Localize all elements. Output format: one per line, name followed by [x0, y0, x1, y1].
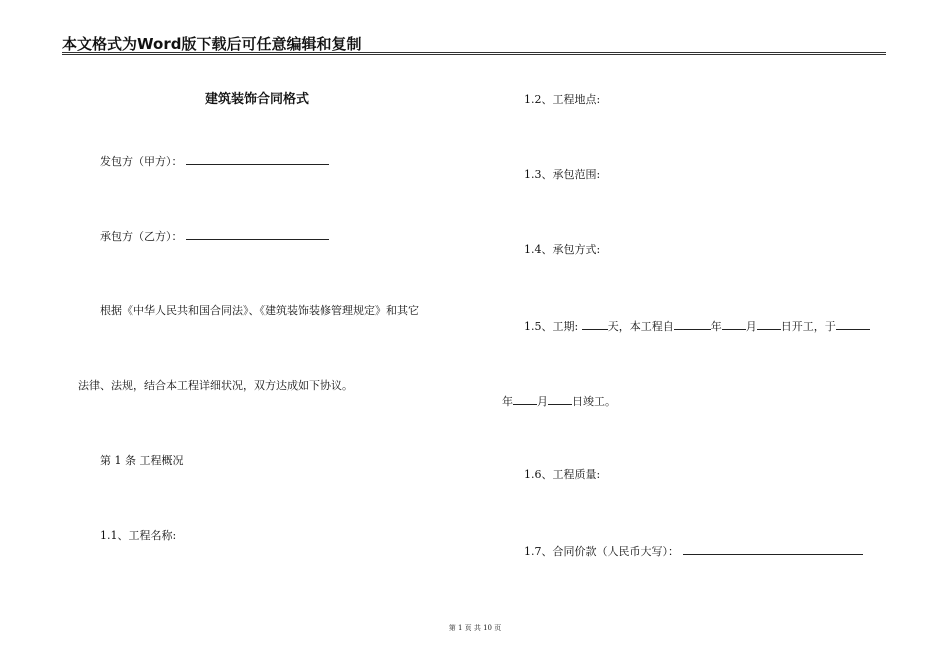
start-day-blank — [757, 318, 781, 330]
item-1-6: 1.6、工程质量: — [524, 468, 601, 481]
item-1-5-text-b: 天，本工程自 — [607, 320, 674, 333]
end-year-label: 年 — [502, 395, 513, 408]
end-day-label: 日竣工。 — [572, 395, 616, 408]
item-1-7-label: 1.7、合同价款（人民币大写）： — [524, 545, 679, 558]
item-1-5-label: 1.5、工期: — [524, 320, 579, 333]
basis-paragraph-line1: 根据《中华人民共和国合同法》、《建筑装饰装修管理规定》和其它 — [100, 304, 419, 317]
header-rule — [62, 52, 886, 55]
item-1-5-year-label: 年 — [710, 320, 722, 333]
contract-price-blank — [683, 543, 863, 555]
end-month-blank — [513, 393, 537, 405]
end-blank — [836, 318, 870, 330]
party-b-label: 承包方（乙方）： — [100, 230, 183, 243]
days-blank — [582, 318, 608, 330]
article-1-heading: 第 1 条 工程概况 — [100, 454, 184, 467]
start-year-blank — [674, 318, 711, 330]
item-1-2: 1.2、工程地点: — [524, 93, 601, 106]
item-1-5-month-label: 月 — [745, 320, 757, 333]
item-1-5-text-e: 日开工，于 — [780, 320, 836, 333]
party-a-line — [100, 153, 329, 169]
item-1-7-line — [524, 543, 863, 559]
end-month-label: 月 — [537, 395, 548, 408]
item-1-4: 1.4、承包方式: — [524, 243, 601, 256]
page-footer: 第 1 页 共 10 页 — [448, 624, 502, 632]
party-b-line — [100, 228, 329, 244]
item-1-3: 1.3、承包范围: — [524, 168, 601, 181]
basis-paragraph-line2: 法律、法规，结合本工程详细状况，双方达成如下协议。 — [78, 379, 353, 392]
document-title: 建筑装饰合同格式 — [205, 92, 310, 107]
party-a-blank — [186, 153, 329, 165]
item-1-5-line2 — [502, 393, 616, 409]
end-day-blank — [548, 393, 572, 405]
item-1-1: 1.1、工程名称: — [100, 529, 177, 542]
start-month-blank — [722, 318, 746, 330]
document-header: 本文格式为Word版下载后可任意编辑和复制 — [62, 35, 362, 53]
party-a-label: 发包方（甲方）： — [100, 155, 183, 168]
item-1-5-line1 — [524, 318, 870, 334]
party-b-blank — [186, 228, 329, 240]
